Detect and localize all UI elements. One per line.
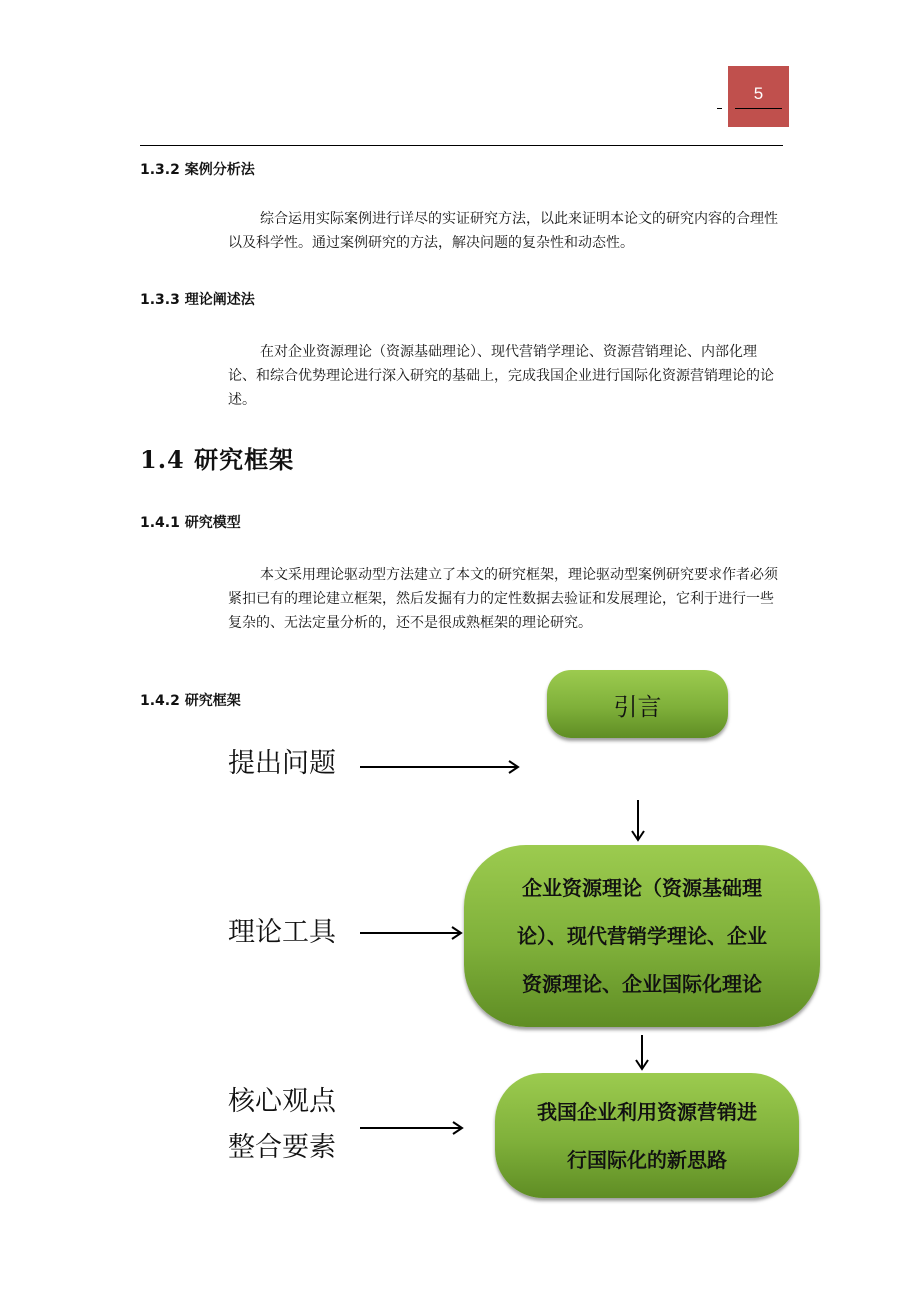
section-heading-1-3-3: 1.3.3 理论阐述法 (140, 292, 255, 308)
diagram-box-intro-text: 引言 (613, 692, 662, 721)
diagram-label-propose: 提出问题 (228, 748, 336, 779)
section-heading-1-4: 1.4 研究框架 (140, 445, 295, 474)
section-paragraph-1-4-1: 本文采用理论驱动型方法建立了本文的研究框架，理论驱动型案例研究要求作者必须紧扣已有的理论建立框架，然后发掘有力的定性数据去验证和发展理论，它利于进行一些复杂的、无法定量分析的，还不是很成熟框架的理论研究。 (228, 567, 778, 631)
section-heading-1-4-1: 1.4.1 研究模型 (140, 515, 241, 531)
page-number: 5 (753, 84, 764, 103)
section-paragraph-1-3-3: 在对企业资源理论（资源基础理论）、现代营销学理论、资源营销理论、内部化理论、和综合优势理论进行深入研究的基础上，完成我国企业进行国际化资源营销理论的论述。 (228, 344, 774, 408)
diagram-box-theory-line-3: 资源理论、企业国际化理论 (522, 972, 762, 996)
diagram-label-core-2: 整合要素 (228, 1132, 336, 1163)
diagram-label-tools: 理论工具 (228, 917, 336, 948)
diagram-box-result-line-2: 行国际化的新思路 (567, 1147, 727, 1172)
diagram-box-result-line-1: 我国企业利用资源营销进 (537, 1099, 757, 1124)
diagram-label-core-1: 核心观点 (228, 1086, 336, 1117)
section-heading-1-4-2: 1.4.2 研究框架 (140, 693, 241, 709)
diagram-box-theory-line-2: 论）、现代营销学理论、企业 (517, 924, 767, 948)
diagram-box-theory-line-1: 企业资源理论（资源基础理 (522, 876, 762, 900)
section-heading-1-3-2: 1.3.2 案例分析法 (140, 162, 255, 178)
section-paragraph-1-3-2: 综合运用实际案例进行详尽的实证研究方法，以此来证明本论文的研究内容的合理性以及科学性。通过案例研究的方法，解决问题的复杂性和动态性。 (228, 211, 778, 251)
